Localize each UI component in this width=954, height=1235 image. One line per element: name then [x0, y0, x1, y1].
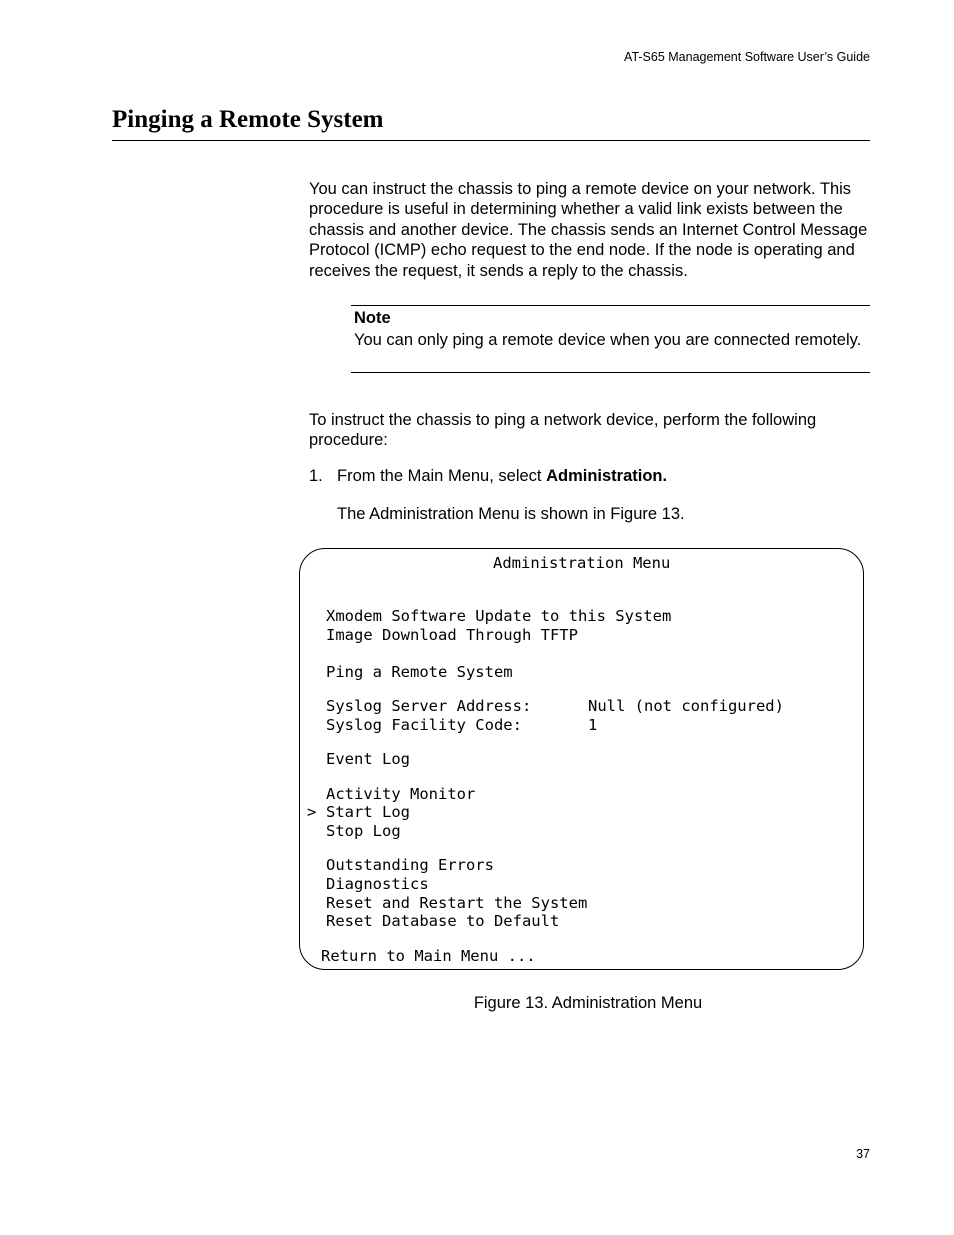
note-label: Note	[354, 309, 391, 327]
syslog-address-value: Null (not configured)	[588, 697, 784, 715]
menu-item-reset-restart[interactable]: Reset and Restart the System	[326, 894, 588, 912]
step-text	[337, 467, 667, 486]
step-text-prefix: From the Main Menu, select	[337, 467, 547, 485]
title-rule	[112, 140, 870, 141]
procedure-intro: To instruct the chassis to ping a network device, perform the following procedure:	[309, 411, 817, 450]
step-text-bold: Administration.	[546, 467, 668, 485]
figure-caption: Figure 13. Administration Menu	[473, 994, 703, 1012]
running-header: AT-S65 Management Software User’s Guide	[624, 50, 870, 64]
menu-item-syslog-address[interactable]: Syslog Server Address:	[326, 697, 532, 715]
step-number: 1.	[309, 467, 323, 485]
note-top-rule	[351, 305, 870, 306]
menu-item-xmodem[interactable]: Xmodem Software Update to this System	[326, 607, 672, 625]
menu-item-stop-log[interactable]: Stop Log	[326, 822, 401, 840]
menu-item-diagnostics[interactable]: Diagnostics	[326, 875, 429, 893]
menu-item-ping[interactable]: Ping a Remote System	[326, 663, 513, 681]
note-text: You can only ping a remote device when you are connected remotely.	[354, 331, 862, 349]
terminal-title: Administration Menu	[493, 554, 671, 572]
menu-item-image-download[interactable]: Image Download Through TFTP	[326, 626, 578, 644]
menu-item-start-log[interactable]: Start Log	[326, 803, 410, 821]
menu-item-event-log[interactable]: Event Log	[326, 750, 410, 768]
section-title: Pinging a Remote System	[112, 106, 384, 133]
selection-cursor: >	[307, 803, 317, 821]
menu-item-activity-monitor[interactable]: Activity Monitor	[326, 785, 476, 803]
step-result: The Administration Menu is shown in Figure 13.	[337, 505, 685, 523]
intro-paragraph: You can instruct the chassis to ping a remote device on your network. This procedure is useful in determining whether a valid link exists between the chassis and another device. The chassis sends an Internet Control Message Protocol (ICMP) echo request to the end node. If the node is operating and receives the request, it sends a reply to the chassis.	[309, 180, 868, 280]
page-number: 37	[856, 1147, 870, 1161]
menu-item-return-main[interactable]: Return to Main Menu ...	[321, 947, 536, 965]
note-bottom-rule	[351, 372, 870, 373]
menu-item-reset-database[interactable]: Reset Database to Default	[326, 912, 560, 930]
syslog-facility-value: 1	[588, 716, 598, 734]
menu-item-syslog-facility[interactable]: Syslog Facility Code:	[326, 716, 522, 734]
menu-item-outstanding-errors[interactable]: Outstanding Errors	[326, 856, 494, 874]
terminal-screen	[299, 548, 864, 970]
